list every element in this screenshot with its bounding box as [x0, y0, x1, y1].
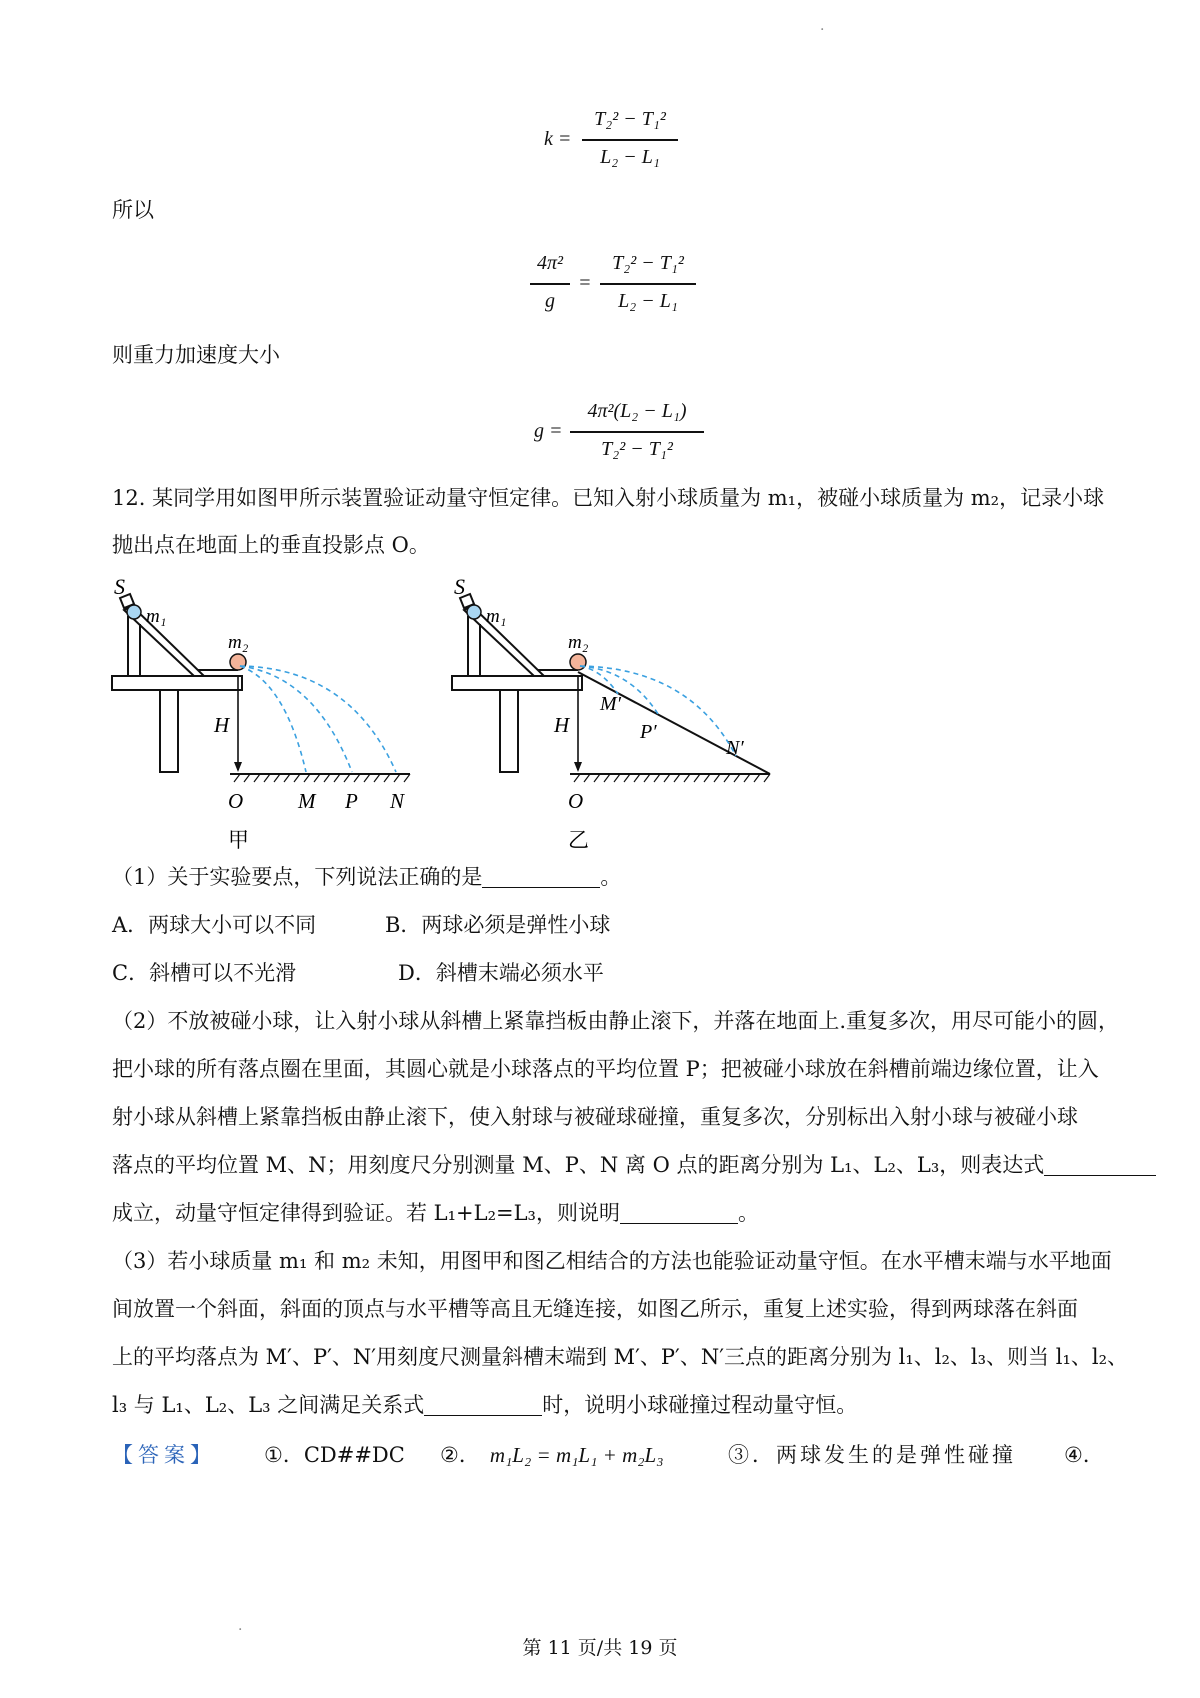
- part-3-line4: l₃ 与 L₁、L₂、L₃ 之间满足关系式 时，说明小球碰撞过程动量守恒。: [112, 1393, 858, 1417]
- part-3-line3: 上的平均落点为 M′、P′、N′用刻度尺测量斜槽末端到 M′、P′、N′三点的距离分别为 l₁、l₂、l₃、则当 l₁、l₂、: [112, 1345, 1128, 1369]
- ball-m1: [127, 605, 141, 619]
- label-m1: m₁: [486, 606, 507, 627]
- label-m-prime: M′: [600, 693, 622, 715]
- part-2-line3: 射小球从斜槽上紧靠挡板由静止滚下，使入射球与被碰球碰撞，重复多次，分别标出入射小球与被碰小球: [112, 1105, 1078, 1129]
- formula-g: g = 4π²(L₂ − L₁) T₂² − T₁²: [534, 400, 714, 470]
- experiment-figure: [100, 572, 820, 854]
- label-h: H: [214, 713, 230, 737]
- caption-yi: 乙: [568, 828, 589, 852]
- part-2-line2: 把小球的所有落点圈在里面，其圆心就是小球落点的平均位置 P；把被碰小球放在斜槽前端边缘位置，让入: [112, 1057, 1099, 1081]
- answer-blank[interactable]: [482, 865, 600, 888]
- option-a: A．两球大小可以不同: [112, 913, 317, 937]
- answer-1: ①．CD##DC: [264, 1443, 405, 1467]
- label-h: H: [554, 713, 570, 737]
- figure-jia: [112, 574, 410, 852]
- question-12-line1: 12. 某同学用如图甲所示装置验证动量守恒定律。已知入射小球质量为 m₁，被碰小球质量为 m₂，记录小球: [112, 486, 1105, 510]
- option-d: D．斜槽末端必须水平: [398, 961, 604, 985]
- figure-yi: [452, 574, 770, 852]
- option-c: C．斜槽可以不光滑: [112, 961, 297, 985]
- text-suoyi: 所以: [112, 198, 154, 222]
- label-p-prime: P′: [640, 721, 657, 743]
- label-m: M: [298, 789, 316, 813]
- trajectory-p: [240, 666, 352, 772]
- text-zhongli: 则重力加速度大小: [112, 343, 280, 367]
- formula-k: k = T₂² − T₁² L₂ − L₁: [544, 108, 684, 178]
- ball-m1: [467, 605, 481, 619]
- answer-2: ②． m₁L₂ = m₁L₁ + m₂L₃: [440, 1443, 664, 1467]
- answer-line: [112, 1440, 216, 1470]
- answer-blank[interactable]: [1044, 1153, 1156, 1176]
- page-footer: 第 11 页/共 19 页: [522, 1637, 678, 1659]
- part-2-line4: 落点的平均位置 M、N；用刻度尺分别测量 M、P、N 离 O 点的距离分别为 L₁、L₂、L₃，则表达式: [112, 1150, 1156, 1180]
- formula-g-ratio: 4π² g = T₂² − T₁² L₂ − L₁: [528, 252, 708, 322]
- label-o: O: [568, 789, 584, 813]
- answer-blank[interactable]: [620, 1201, 738, 1224]
- question-12-line2: 抛出点在地面上的垂直投影点 O。: [112, 533, 430, 557]
- answer-3: ③．两球发生的是弹性碰撞: [728, 1443, 1016, 1467]
- part-3-line2: 间放置一个斜面，斜面的顶点与水平槽等高且无缝连接，如图乙所示，重复上述实验，得到两球落在斜面: [112, 1297, 1078, 1321]
- label-m2: m₂: [228, 632, 249, 653]
- trajectory-m: [240, 666, 306, 772]
- label-s: S: [114, 574, 125, 599]
- answer-blank[interactable]: [424, 1393, 542, 1416]
- part-1: （1）关于实验要点，下列说法正确的是 。: [112, 865, 622, 889]
- label-m1: m₁: [146, 606, 167, 627]
- part-2-line1: （2）不放被碰小球，让入射小球从斜槽上紧靠挡板由静止滚下，并落在地面上.重复多次，用尽可能小的圆，: [112, 1009, 1120, 1033]
- part-3-line1: （3）若小球质量 m₁ 和 m₂ 未知，用图甲和图乙相结合的方法也能验证动量守恒。在水平槽末端与水平地面: [112, 1249, 1112, 1273]
- label-s: S: [454, 574, 465, 599]
- label-n-prime: N′: [726, 737, 744, 759]
- caption-jia: 甲: [228, 828, 249, 852]
- part-2-line5: 成立，动量守恒定律得到验证。若 L₁+L₂=L₃，则说明 。: [112, 1201, 759, 1225]
- label-p: P: [345, 789, 358, 813]
- label-m2: m₂: [568, 632, 589, 653]
- answer-4: ④．: [1064, 1443, 1104, 1467]
- label-o: O: [228, 789, 244, 813]
- corner-dot: ·: [238, 1622, 243, 1638]
- option-b: B．两球必须是弹性小球: [385, 913, 611, 937]
- answer-tag: 【答案】: [112, 1443, 216, 1467]
- corner-dot: ·: [820, 22, 825, 38]
- label-n: N: [390, 789, 405, 813]
